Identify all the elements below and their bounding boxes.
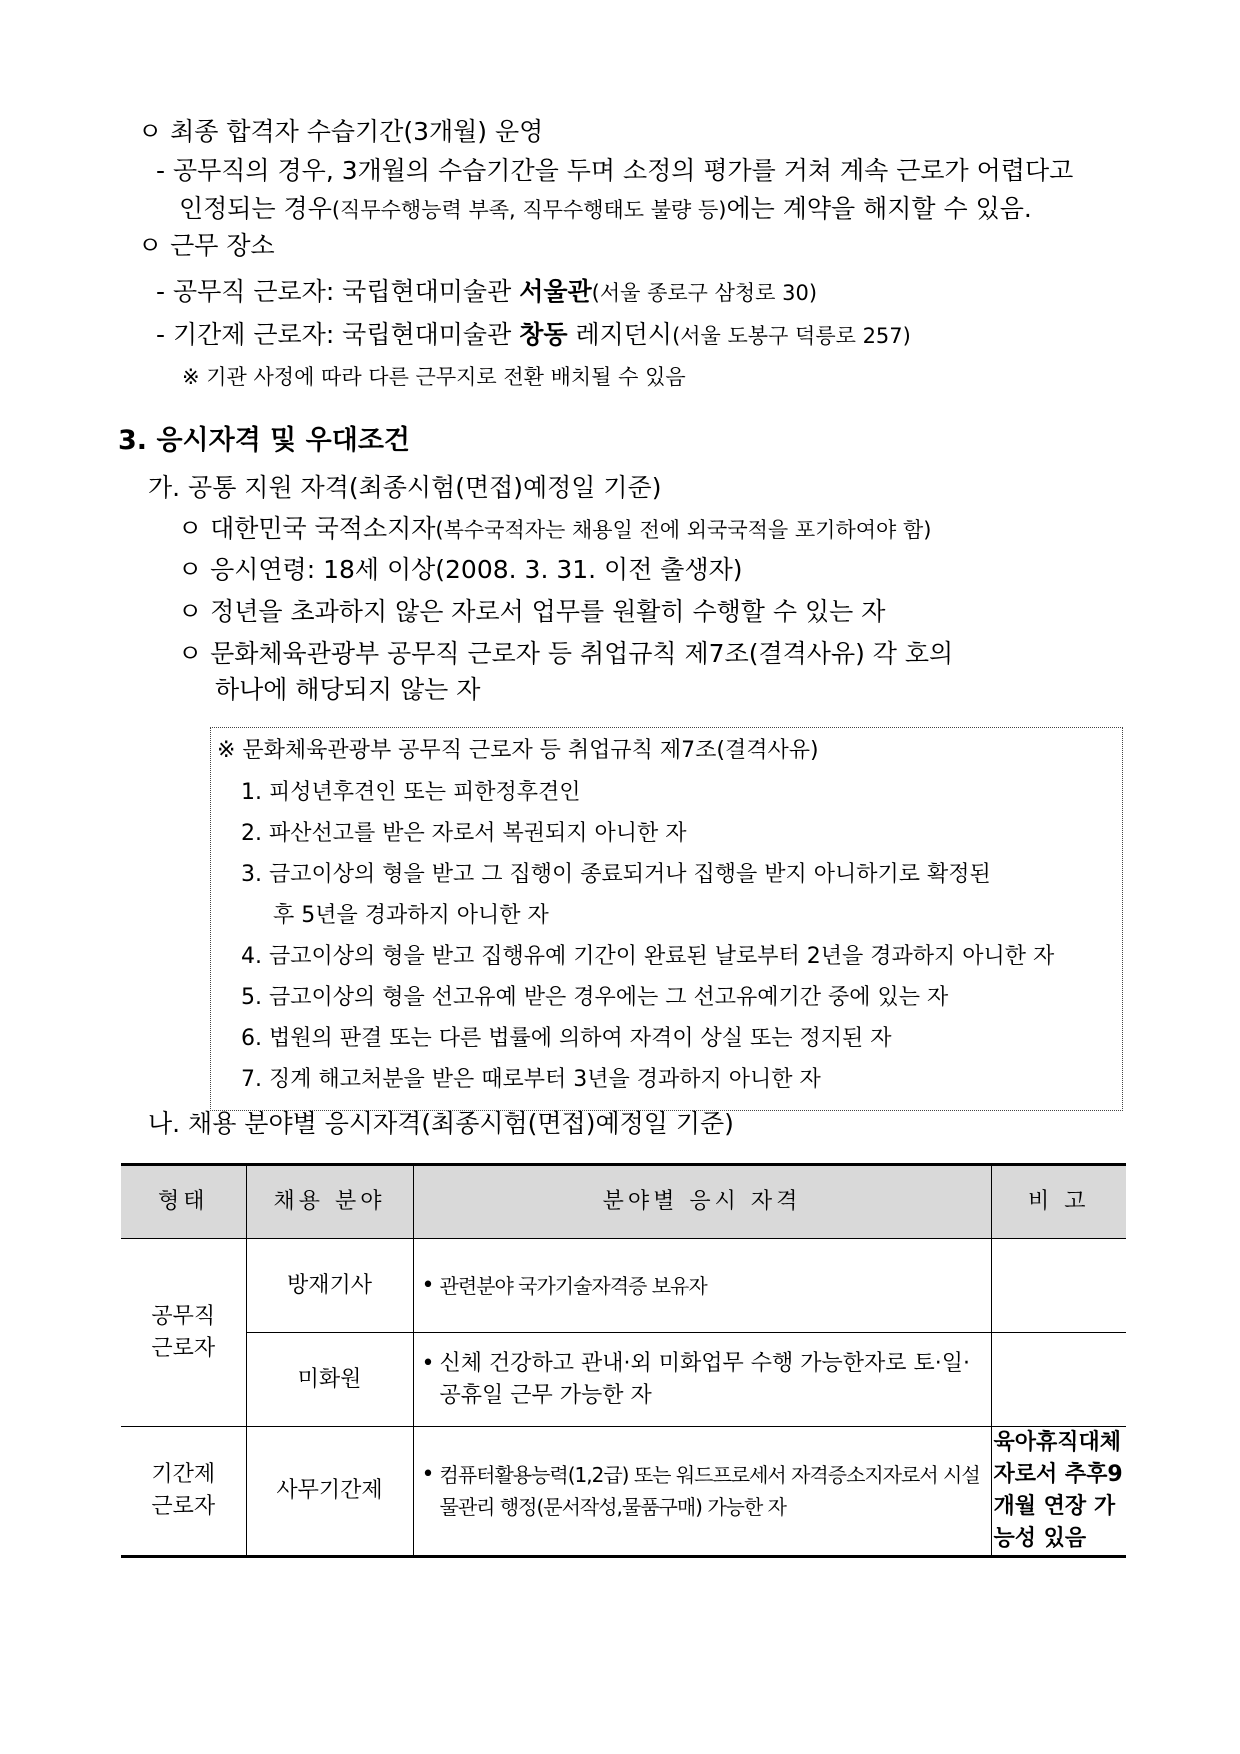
table-cell-note <box>991 1333 1126 1427</box>
workplace-item2-bold: 창동 <box>519 320 568 349</box>
qualification-text: 관련분야 국가기술자격증 보유자 <box>439 1273 707 1298</box>
table-cell-type-temporary: 기간제 근로자 <box>121 1427 246 1557</box>
probation-desc2-paren: (직무수행능력 부족, 직무수행태도 불량 등) <box>331 198 727 222</box>
table-row <box>121 1333 1126 1427</box>
table-header-note: 비 고 <box>991 1165 1126 1239</box>
workplace-item-changdong <box>156 318 911 353</box>
workplace-item1-prefix: - 공무직 근로자: 국립현대미술관 <box>156 277 520 306</box>
table-cell-note: 육아휴직대체자로서 추후9개월 연장 가능성 있음 <box>991 1427 1126 1557</box>
table-header-field: 채용 분야 <box>246 1165 413 1239</box>
bullet-icon: • <box>421 1462 435 1487</box>
qualification-age: ㅇ 응시연령: 18세 이상(2008. 3. 31. 이전 출생자) <box>178 555 743 584</box>
table-cell-qualification <box>413 1427 991 1557</box>
workplace-item1-bold: 서울관 <box>519 277 592 306</box>
table-cell-field: 방재기사 <box>246 1239 413 1333</box>
table-cell-qualification <box>413 1239 991 1333</box>
workplace-item-seoul <box>156 275 817 310</box>
table-cell-type-permanent: 공무직 근로자 <box>121 1239 246 1427</box>
qualification-retirement: ㅇ 정년을 초과하지 않은 자로서 업무를 원활히 수행할 수 있는 자 <box>178 597 886 626</box>
disqualification-item: 1. 피성년후견인 또는 피한정후견인 <box>241 780 581 805</box>
workplace-item2-prefix: - 기간제 근로자: 국립현대미술관 <box>156 320 520 349</box>
disqualification-item: 3. 금고이상의 형을 받고 그 집행이 종료되거나 집행을 받지 아니하기로 확정된 <box>241 862 991 887</box>
probation-desc-line1: - 공무직의 경우, 3개월의 수습기간을 두며 소정의 평가를 거쳐 계속 근로가 어렵다고 <box>156 156 1074 185</box>
disqualification-title: ※ 문화체육관광부 공무직 근로자 등 취업규칙 제7조(결격사유) <box>217 738 819 763</box>
disqualification-item: 4. 금고이상의 형을 받고 집행유예 기간이 완료된 날로부터 2년을 경과하지 아니한 자 <box>241 944 1055 969</box>
table-cell-qualification <box>413 1333 991 1427</box>
disqualification-item: 5. 금고이상의 형을 선고유예 받은 경우에는 그 선고유예기간 중에 있는 자 <box>241 985 949 1010</box>
table-header-type: 형태 <box>121 1165 246 1239</box>
probation-desc2-a: 인정되는 경우 <box>179 194 332 223</box>
probation-desc2-c: 에는 계약을 해지할 수 있음. <box>726 194 1032 223</box>
section3-sub-b: 나. 채용 분야별 응시자격(최종시험(면접)예정일 기준) <box>148 1109 734 1138</box>
bullet-icon: • <box>421 1350 435 1376</box>
disqualification-box <box>210 727 1123 1111</box>
disqualification-item: 6. 법원의 판결 또는 다른 법률에 의하여 자격이 상실 또는 정지된 자 <box>241 1026 892 1051</box>
qualification-nationality <box>178 512 931 547</box>
table-cell-field: 미화원 <box>246 1333 413 1427</box>
disqualification-item: 2. 파산선고를 받은 자로서 복권되지 아니한 자 <box>241 821 687 846</box>
bullet-icon: • <box>421 1272 435 1298</box>
qualification-text: 신체 건강하고 관내·외 미화업무 수행 가능한자로 토·일·공휴일 근무 가능한 자 <box>439 1350 970 1408</box>
workplace-title: ㅇ 근무 장소 <box>138 231 275 260</box>
qualification-rules-line2: 하나에 해당되지 않는 자 <box>215 675 481 704</box>
qualification-text: 컴퓨터활용능력(1,2급) 또는 워드프로세서 자격증소지자로서 시설물관리 행정(문서작성,물품구매) 가능한 자 <box>439 1463 980 1519</box>
qualification-nationality-main: ㅇ 대한민국 국적소지자 <box>178 514 436 543</box>
qualification-rules-line1: ㅇ 문화체육관광부 공무직 근로자 등 취업규칙 제7조(결격사유) 각 호의 <box>178 639 954 668</box>
table-header-qualification: 분야별 응시 자격 <box>413 1165 991 1239</box>
qualification-nationality-paren: (복수국적자는 채용일 전에 외국국적을 포기하여야 함) <box>435 518 932 542</box>
table-row <box>121 1239 1126 1333</box>
table-header-row <box>121 1165 1126 1239</box>
workplace-item2-suffix: 레지던시 <box>567 320 673 349</box>
workplace-item2-addr: (서울 도봉구 덕릉로 257) <box>672 324 911 348</box>
probation-title: ㅇ 최종 합격자 수습기간(3개월) 운영 <box>138 117 544 146</box>
workplace-note: ※ 기관 사정에 따라 다른 근무지로 전환 배치될 수 있음 <box>182 365 686 389</box>
table-cell-note <box>991 1239 1126 1333</box>
workplace-item1-addr: (서울 종로구 삼청로 30) <box>591 281 818 305</box>
disqualification-item-cont: 후 5년을 경과하지 아니한 자 <box>273 903 549 928</box>
section3-title: 3. 응시자격 및 우대조건 <box>118 425 410 456</box>
table-row <box>121 1427 1126 1557</box>
table-cell-field: 사무기간제 <box>246 1427 413 1557</box>
recruitment-table <box>121 1163 1126 1558</box>
section3-sub-a: 가. 공통 지원 자격(최종시험(면접)예정일 기준) <box>148 473 662 502</box>
disqualification-item: 7. 징계 해고처분을 받은 때로부터 3년을 경과하지 아니한 자 <box>241 1067 821 1092</box>
probation-desc-line2 <box>179 192 1032 227</box>
